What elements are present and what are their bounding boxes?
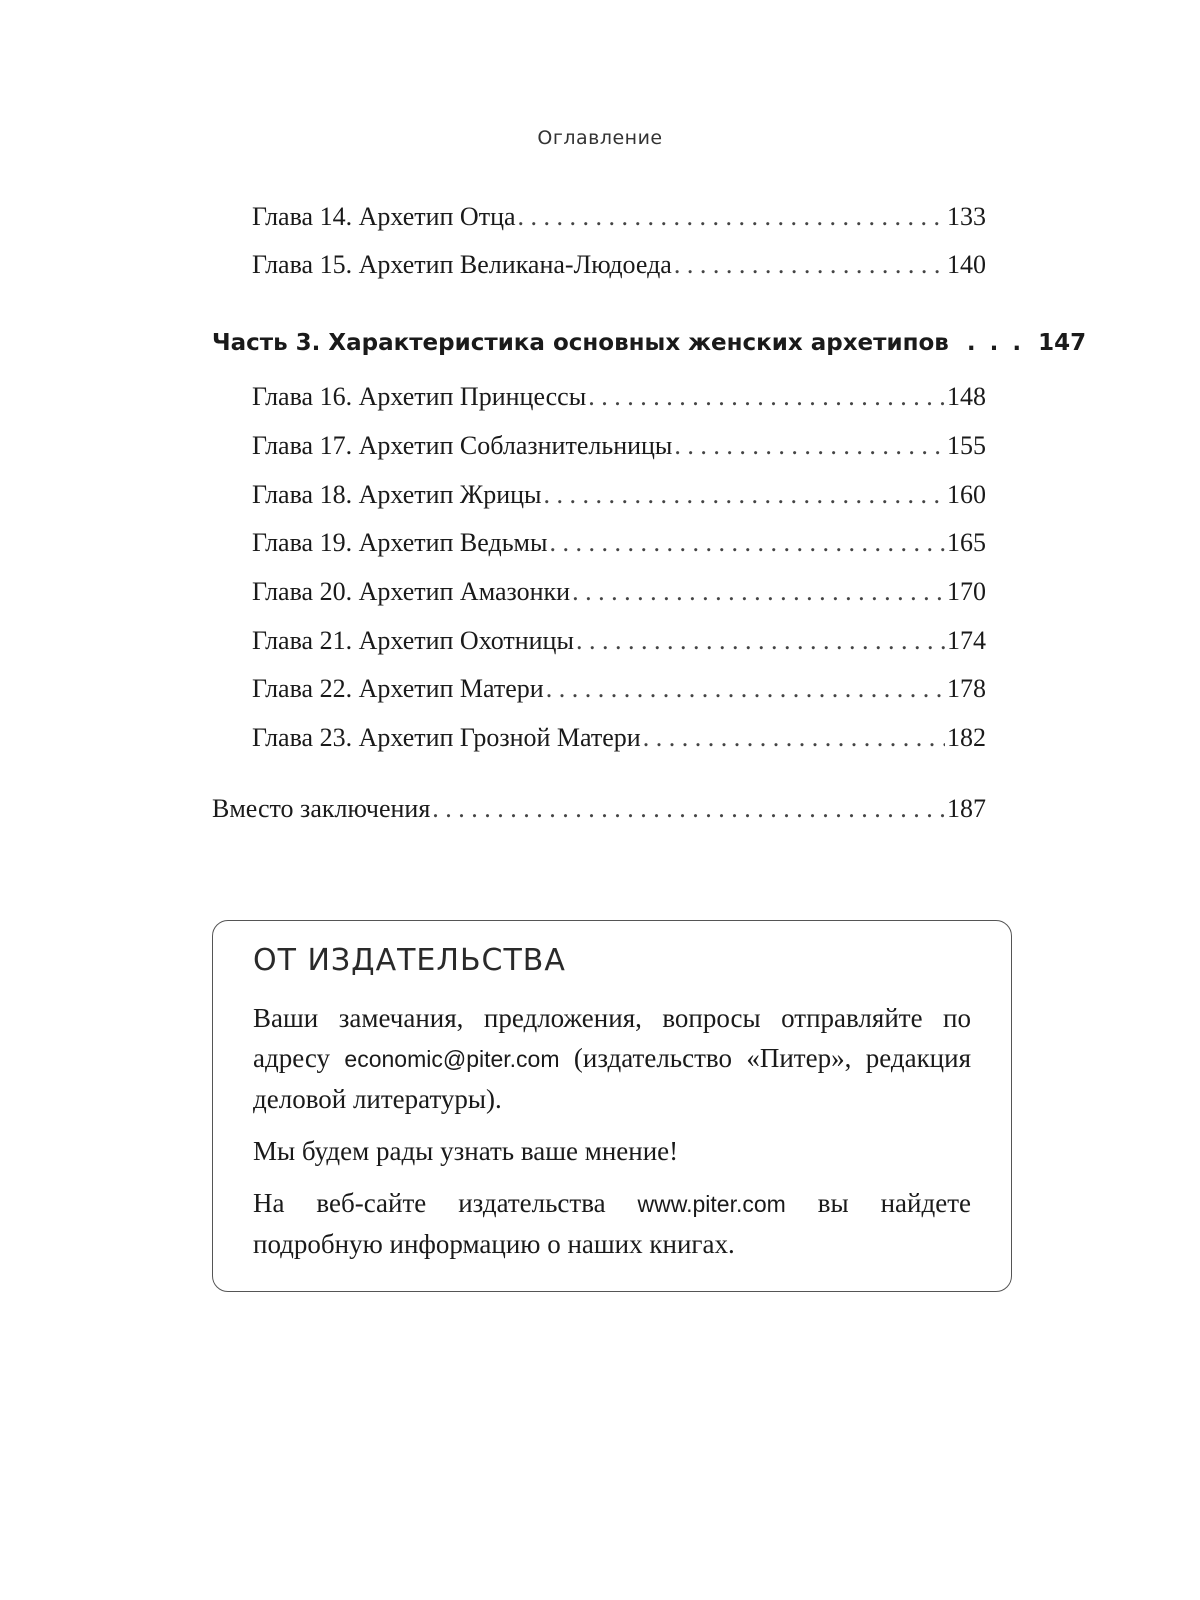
toc-entry-title: Глава 17. Архетип Соблазнительницы [252,431,673,460]
toc-entry-page: 174 [947,626,986,655]
toc-entry-title: Глава 14. Архетип Отца [252,202,516,231]
toc-entry-chapter-15[interactable] [252,248,986,282]
publisher-notice-box [212,920,1012,1292]
feedback-paragraph [253,998,971,1119]
toc-entry-title: Вместо заключения [212,794,431,823]
website-link[interactable]: www.piter.com [637,1191,786,1217]
toc-entry-page: 140 [947,250,986,279]
toc-entry-chapter-14[interactable] [252,200,986,234]
dot-leader [572,575,945,609]
email-link[interactable]: economic@piter.com [344,1046,560,1072]
dot-leader [518,200,945,234]
dot-leader [546,672,945,706]
dot-leader: . . . [966,330,1025,356]
toc-entry-page: 155 [947,431,986,460]
toc-entry-title: Глава 19. Архетип Ведьмы [252,528,548,557]
toc-entry-title: Глава 18. Архетип Жрицы [252,480,542,509]
publisher-heading: ОТ ИЗДАТЕЛЬСТВА [253,943,566,978]
toc-entry-title: Глава 20. Архетип Амазонки [252,577,571,606]
website-text-start: На веб-сайте издательства [253,1188,638,1218]
dot-leader [576,624,945,658]
dot-leader [674,429,945,463]
dot-leader [674,248,945,282]
toc-part-page: 147 [1038,330,1087,356]
toc-entry-part-3[interactable] [212,326,1087,360]
running-head: Оглавление [537,127,663,149]
toc-entry-page: 178 [947,674,986,703]
toc-entry-title: Глава 22. Архетип Матери [252,674,544,703]
toc-entry-chapter-18[interactable] [252,478,986,512]
toc-entry-title: Глава 16. Архетип Принцессы [252,382,587,411]
toc-entry-chapter-19[interactable] [252,526,986,560]
toc-entry-page: 148 [947,382,986,411]
dot-leader [643,721,945,755]
toc-entry-page: 187 [947,794,986,823]
toc-entry-chapter-16[interactable] [252,380,986,414]
toc-entry-chapter-20[interactable] [252,575,986,609]
toc-entry-chapter-17[interactable] [252,429,986,463]
toc-entry-chapter-23[interactable] [252,721,986,755]
toc-entry-page: 170 [947,577,986,606]
toc-entry-page: 160 [947,480,986,509]
toc-entry-page: 133 [947,202,986,231]
toc-entry-title: Глава 23. Архетип Грозной Матери [252,723,641,752]
dot-leader [549,526,945,560]
toc-entry-chapter-22[interactable] [252,672,986,706]
toc-entry-title: Глава 15. Архетип Великана-Людоеда [252,250,672,279]
toc-entry-title: Глава 21. Архетип Охотницы [252,626,574,655]
toc-entry-page: 182 [947,723,986,752]
website-paragraph [253,1183,971,1264]
feedback-text-start: Ваши замечания, предложения, вопросы отправляйте по адресу [253,1003,971,1073]
toc-entry-page: 165 [947,528,986,557]
dot-leader [588,380,945,414]
dot-leader [432,792,945,826]
feedback-text-end: (издательство «Питер», редакция деловой литературы). [253,1043,971,1114]
toc-entry-chapter-21[interactable] [252,624,986,658]
toc-part-title: Часть 3. Характеристика основных женских архетипов [212,330,949,356]
toc-entry-conclusion[interactable] [212,792,986,826]
dot-leader [544,478,945,512]
website-text-end: вы найдете подробную информацию о наших книгах. [253,1188,971,1259]
opinion-paragraph: Мы будем рады узнать ваше мнение! [253,1136,679,1166]
